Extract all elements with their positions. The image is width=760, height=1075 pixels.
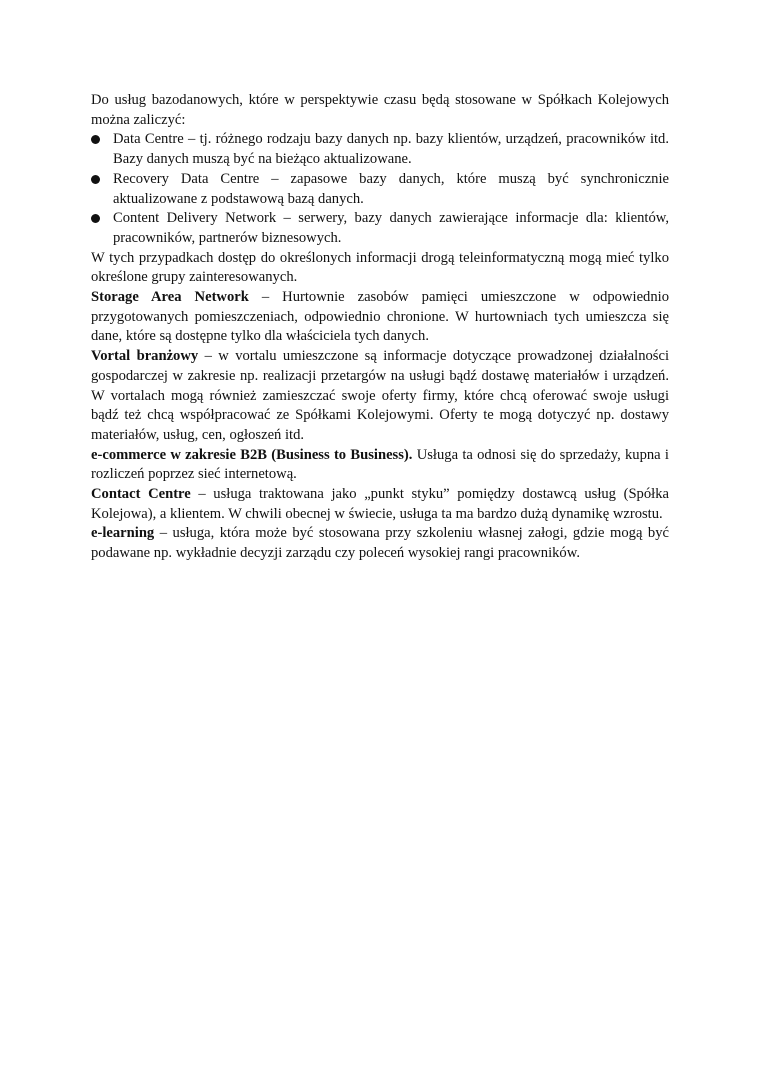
access-note-paragraph: W tych przypadkach dostęp do określonych informacji drogą teleinformatyczną mogą mieć tylko określone grupy zainteresowanych. (91, 249, 669, 286)
document-body (91, 91, 669, 564)
section-text: – usługa traktowana jako „punkt styku” pomiędzy dostawcą usług (Spółka Kolejowa), a klientem. W chwili obecnej w świecie, usługa ta ma bardzo dużą dynamikę wzrostu. (91, 486, 669, 522)
section-term: Storage Area Network (91, 289, 249, 306)
section-e-learning (91, 524, 669, 563)
bullet-text: Recovery Data Centre – zapasowe bazy danych, które muszą być synchronicznie aktualizowane z podstawową bazą danych. (113, 170, 669, 207)
section-term: e-learning (91, 525, 155, 542)
bullet-icon (91, 214, 100, 223)
section-contact-centre (91, 485, 669, 524)
section-text: Usługa ta odnosi się do sprzedaży, kupna i rozliczeń poprzez sieć internetową. (91, 446, 669, 483)
services-bullet-list (91, 130, 669, 248)
bullet-icon (91, 135, 100, 144)
section-term: Contact Centre (91, 486, 191, 503)
bullet-item-content-delivery-network (91, 209, 669, 248)
section-storage-area-network (91, 288, 669, 347)
bullet-icon (91, 175, 100, 184)
bullet-item-recovery-data-centre (91, 170, 669, 209)
section-e-commerce (91, 446, 669, 485)
section-text: – usługa, która może być stosowana przy szkoleniu własnej załogi, gdzie mogą być podawane np. wykładnie decyzji zarządu czy poleceń wysokiej rangi pracowników. (91, 525, 669, 562)
section-vortal-branzowy (91, 347, 669, 446)
section-term: e-commerce w zakresie B2B (Business to Business). (91, 446, 413, 463)
section-term: Vortal branżowy (91, 348, 199, 365)
bullet-item-data-centre (91, 130, 669, 169)
bullet-text: Content Delivery Network – serwery, bazy danych zawierające informacje dla: klientów, pracowników, partnerów biznesowych. (113, 210, 669, 246)
section-text: – w vortalu umieszczone są informacje dotyczące prowadzonej działalności gospodarczej w zakresie np. realizacji przetargów na usługi bądź dostawę materiałów i urządzeń. W vortalach mogą również zamieszczać swoje oferty firmy, które chcą oferować swoje usługi bądź też chcą współpracować ze Spółkami Kolejowymi. Oferty te mogą dotyczyć np. dostawy materiałów, usług, cen, ogłoszeń itd. (91, 348, 670, 443)
section-text: – Hurtownie zasobów pamięci umieszczone w odpowiednio przygotowanych pomieszczeniach, odpowiednio chronione. W hurtowniach tych umieszcza się dane, które są dostępne tylko dla właściciela tych danych. (91, 289, 669, 345)
bullet-text: Data Centre – tj. różnego rodzaju bazy danych np. bazy klientów, urządzeń, pracowników itd. Bazy danych muszą być na bieżąco aktualizowane. (113, 131, 669, 168)
intro-paragraph: Do usług bazodanowych, które w perspektywie czasu będą stosowane w Spółkach Kolejowych można zaliczyć: (91, 92, 669, 128)
